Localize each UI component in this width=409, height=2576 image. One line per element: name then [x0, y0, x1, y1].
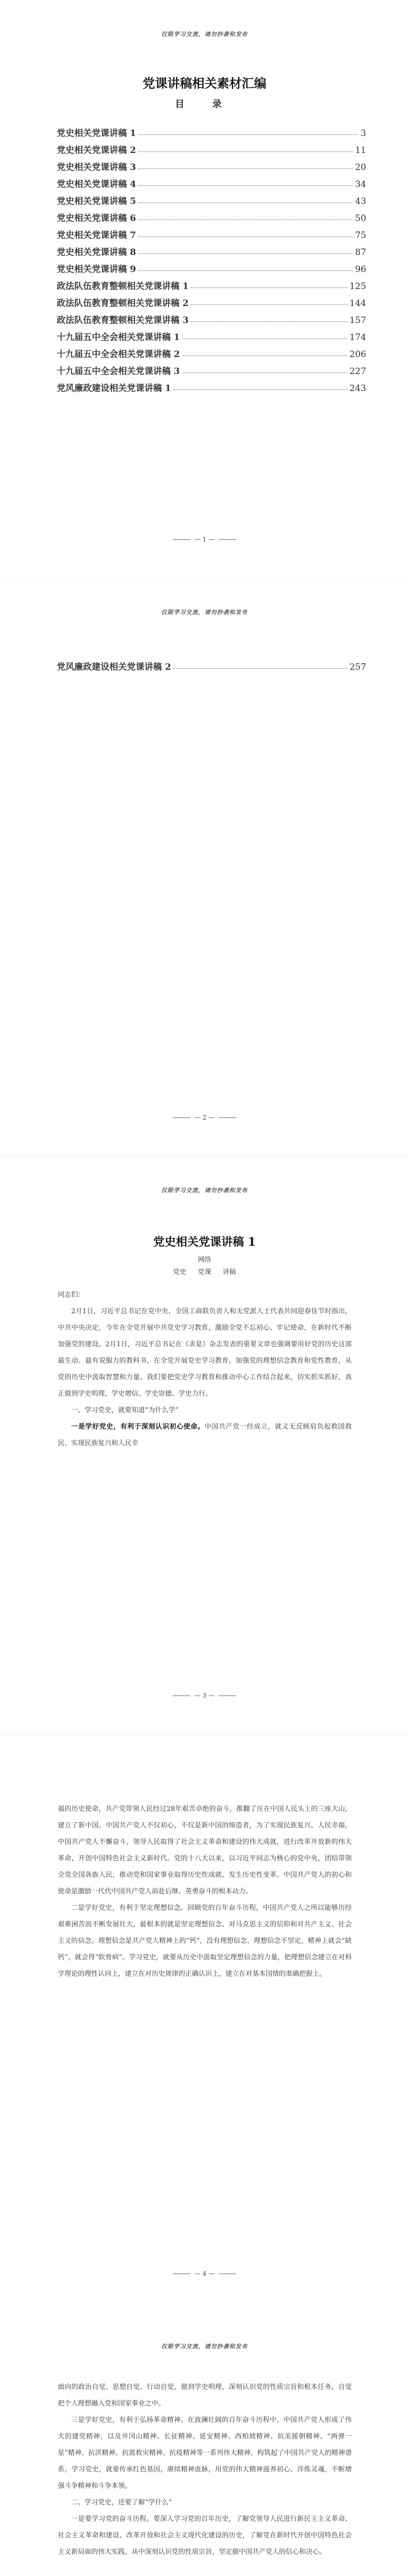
toc-list — [57, 122, 366, 394]
page-2 — [0, 578, 409, 1156]
greeting: 同志们： — [58, 1291, 85, 1299]
toc-leader-dots — [138, 236, 353, 237]
toc-item-label: 政法队伍教育整顿相关党课讲稿 1 — [57, 281, 189, 292]
toc-item[interactable] — [57, 241, 366, 258]
article-body — [58, 1287, 352, 1452]
toc-item-page: 157 — [349, 315, 366, 326]
article-body — [58, 2379, 352, 2561]
toc-leader-dots — [138, 270, 353, 271]
toc-title: 党课讲稿相关素材汇编 — [142, 76, 267, 91]
toc-item-page: 257 — [349, 662, 366, 672]
toc-item-label: 十九届五中全会相关党课讲稿 3 — [57, 366, 180, 377]
toc-item-page: 96 — [355, 264, 366, 275]
toc-item-label: 十九届五中全会相关党课讲稿 1 — [57, 332, 180, 343]
toc-leader-dots — [182, 338, 348, 339]
toc-item-page: 125 — [349, 281, 366, 292]
page-number: — 1 — — [0, 536, 409, 543]
paragraph-text: 中国共产党一经成立，就义无反顾肩负起救国救民、实现民族复兴和人民幸 — [58, 1423, 352, 1447]
header-note: 仅限学习交流，请勿抄袭和发布 — [161, 2343, 248, 2350]
toc-item-label: 党史相关党课讲稿 1 — [57, 128, 136, 139]
toc-leader-dots — [138, 134, 358, 135]
paragraph: 一是要学习党的奋斗历程。要深入学习党的百年历史，了解党领导人民进行新民主主义革命、社会主义革命和建设、改革开放和社会主义现代化建设的历史，了解党在新时代开创中国特色社会主义新局面的伟大实践，从中深刻认识党的性质宗旨，坚定做中国共产党人的信心和决心。 — [58, 2515, 352, 2556]
toc-item-label: 党史相关党课讲稿 2 — [57, 145, 136, 156]
toc-item-page: 43 — [355, 196, 366, 207]
toc-item-label: 政法队伍教育整顿相关党课讲稿 3 — [57, 315, 189, 326]
page-number: — 3 — — [0, 1692, 409, 1699]
bold-lead: 一是学好党史，有利于深刻认识初心使命。 — [71, 1423, 205, 1431]
toc-item[interactable] — [57, 377, 366, 394]
toc-leader-dots — [182, 355, 348, 356]
toc-item-page: 144 — [349, 298, 366, 309]
header-note: 仅限学习交流，请勿抄袭和发布 — [161, 31, 248, 38]
toc-item-label: 党史相关党课讲稿 4 — [57, 179, 136, 190]
toc-leader-dots — [173, 389, 348, 390]
toc-item-label: 十九届五中全会相关党课讲稿 2 — [57, 349, 180, 360]
paragraph — [58, 1419, 352, 1452]
toc-item[interactable] — [57, 275, 366, 292]
toc-item[interactable] — [57, 122, 366, 139]
toc-list — [57, 655, 366, 672]
toc-item-page: 3 — [361, 128, 366, 139]
toc-item-page: 174 — [349, 332, 366, 343]
toc-leader-dots — [138, 151, 353, 152]
article-keywords: 党史 党课 讲稿 — [173, 1268, 236, 1276]
paragraph: 面向的政治自觉、思想自觉、行动自觉，做到学史明理，深刻认识党的性质宗旨和根本任务，自觉把个人理想融入党和国家事业之中。 — [58, 2383, 352, 2408]
toc-item-label: 党史相关党课讲稿 7 — [57, 230, 136, 241]
toc-item-page: 243 — [349, 383, 366, 394]
toc-item[interactable] — [57, 309, 366, 326]
toc-item-page: 11 — [355, 145, 366, 156]
toc-item-page: 206 — [349, 349, 366, 360]
toc-item-page: 20 — [355, 162, 366, 173]
toc-leader-dots — [191, 304, 348, 305]
toc-item-label: 政法队伍教育整顿相关党课讲稿 2 — [57, 298, 189, 309]
toc-item[interactable] — [57, 343, 366, 360]
toc-item-label: 党风廉政建设相关党课讲稿 1 — [57, 383, 171, 394]
toc-item-label: 党史相关党课讲稿 3 — [57, 162, 136, 173]
toc-item-page: 87 — [355, 247, 366, 258]
toc-leader-dots — [138, 202, 353, 203]
toc-item[interactable] — [57, 190, 366, 207]
toc-leader-dots — [191, 321, 348, 322]
toc-item[interactable] — [57, 655, 366, 672]
page-number: — 2 — — [0, 1114, 409, 1121]
toc-item-page: 50 — [355, 213, 366, 224]
toc-item[interactable] — [57, 156, 366, 173]
toc-item[interactable] — [57, 173, 366, 190]
paragraph: 2月1日，习近平总书记在党中央、全国工商联负责人和无党派人士代表共同迎春佳节时指出，中共中央决定，今年在全党开展中共党史学习教育，激励全党不忘初心、牢记使命，在新时代不断加强党的建设。2月1日，习近平总书记在《求是》杂志发表的重要文章也强调要用好党的历史这部最生动、最有说服力的教科书，在全党开展党史学习教育，加强党的理想信念教育和党性教育，从党的历史中汲取智慧和力量。我们要把党史学习教育和推动中心工作结合起来，切实抓实抓好，真正做到学史明理、学史增信、学史崇德、学史力行。 — [58, 1308, 352, 1398]
toc-leader-dots — [138, 168, 353, 169]
paragraph: 三是学好党史，有利于弘扬革命精神。在波澜壮阔的百年奋斗历程中，中国共产党人形成了伟大的建党精神，以及井冈山精神、长征精神、延安精神、西柏坡精神、抗美援朝精神、“两弹一星”精神、抗洪精神、抗震救灾精神、抗疫精神等一系列伟大精神，构筑起了中国共产党人的精神谱系。学习党史，就要传承红色基因，赓续精神血脉，用党的伟大精神滋养初心、淬炼灵魂，不断增强斗争精神和斗争本领。 — [58, 2416, 352, 2490]
toc-leader-dots — [173, 668, 348, 669]
toc-item-page: 227 — [349, 366, 366, 377]
toc-item[interactable] — [57, 139, 366, 156]
toc-leader-dots — [138, 219, 353, 220]
toc-leader-dots — [138, 185, 353, 186]
paragraph: 二是学好党史，有利于坚定理想信念。回顾党的百年奋斗历程，中国共产党人之所以能够历经艰难困苦而不断发展壮大，最根本的就是坚定理想信念、对马克思主义的信仰和对共产主义、社会主义的信念。理想信念是共产党人精神上的“钙”，没有理想信念，理想信念不坚定，精神上就会“缺钙”，就会得“软骨病”。学习党史，就要从历史中汲取坚定理想信念的力量，把理想信念建立在对科学理论的理性认同上，建立在对历史规律的正确认识上，建立在对基本国情的准确把握上。 — [58, 1904, 352, 1978]
toc-item-label: 党史相关党课讲稿 6 — [57, 213, 136, 224]
page-number: — 4 — — [0, 2270, 409, 2277]
header-note: 仅限学习交流，请勿抄袭和发布 — [161, 609, 248, 616]
toc-item-label: 党史相关党课讲稿 8 — [57, 247, 136, 258]
toc-leader-dots — [182, 372, 348, 373]
toc-item-label: 党风廉政建设相关党课讲稿 2 — [57, 662, 171, 672]
article-title: 党史相关党课讲稿 1 — [153, 1235, 256, 1249]
paragraph: 福的历史使命，共产党带领人民经过28年艰苦卓绝的奋斗，推翻了压在中国人民头上的三座大山，建立了新中国。中国共产党人不仅初心，不仅是新中国的缔造者，为了实现民族复兴、人民幸福，中国共产党人不懈奋斗，领导人民取得了社会主义革命和建设的伟大成就，进行改革开放新的伟大革命，开创中国特色社会主义新时代。党的十八大以来，以习近平同志为核心的党中央，团结带领全党全国各族人民，推动党和国家事业取得历史性成就、发生历史性变革。中国共产党人的初心和使命是激励一代代中国共产党人前赴后继、英勇奋斗的根本动力。 — [58, 1805, 352, 1895]
toc-item[interactable] — [57, 292, 366, 309]
page-1 — [0, 0, 409, 578]
article-body — [58, 1801, 352, 1982]
toc-item[interactable] — [57, 258, 366, 275]
toc-leader-dots — [138, 253, 353, 254]
toc-leader-dots — [191, 287, 348, 288]
toc-item[interactable] — [57, 360, 366, 377]
section-heading: 二、学习党史，还要了解“学什么” — [71, 2499, 172, 2506]
toc-item-page: 34 — [355, 179, 366, 190]
toc-subtitle: 目 录 — [175, 99, 234, 110]
toc-item-page: 75 — [355, 230, 366, 241]
page-4 — [0, 1734, 409, 2312]
page-3 — [0, 1156, 409, 1734]
toc-item[interactable] — [57, 326, 366, 343]
toc-item[interactable] — [57, 224, 366, 241]
toc-item[interactable] — [57, 207, 366, 224]
toc-item-label: 党史相关党课讲稿 9 — [57, 264, 136, 275]
page-5 — [0, 2312, 409, 2576]
article-source: 网络 — [198, 1256, 211, 1264]
header-note: 仅限学习交流，请勿抄袭和发布 — [161, 1187, 248, 1194]
toc-item-label: 党史相关党课讲稿 5 — [57, 196, 136, 207]
section-heading: 一、学习党史，就要知道“为什么学” — [71, 1406, 179, 1414]
